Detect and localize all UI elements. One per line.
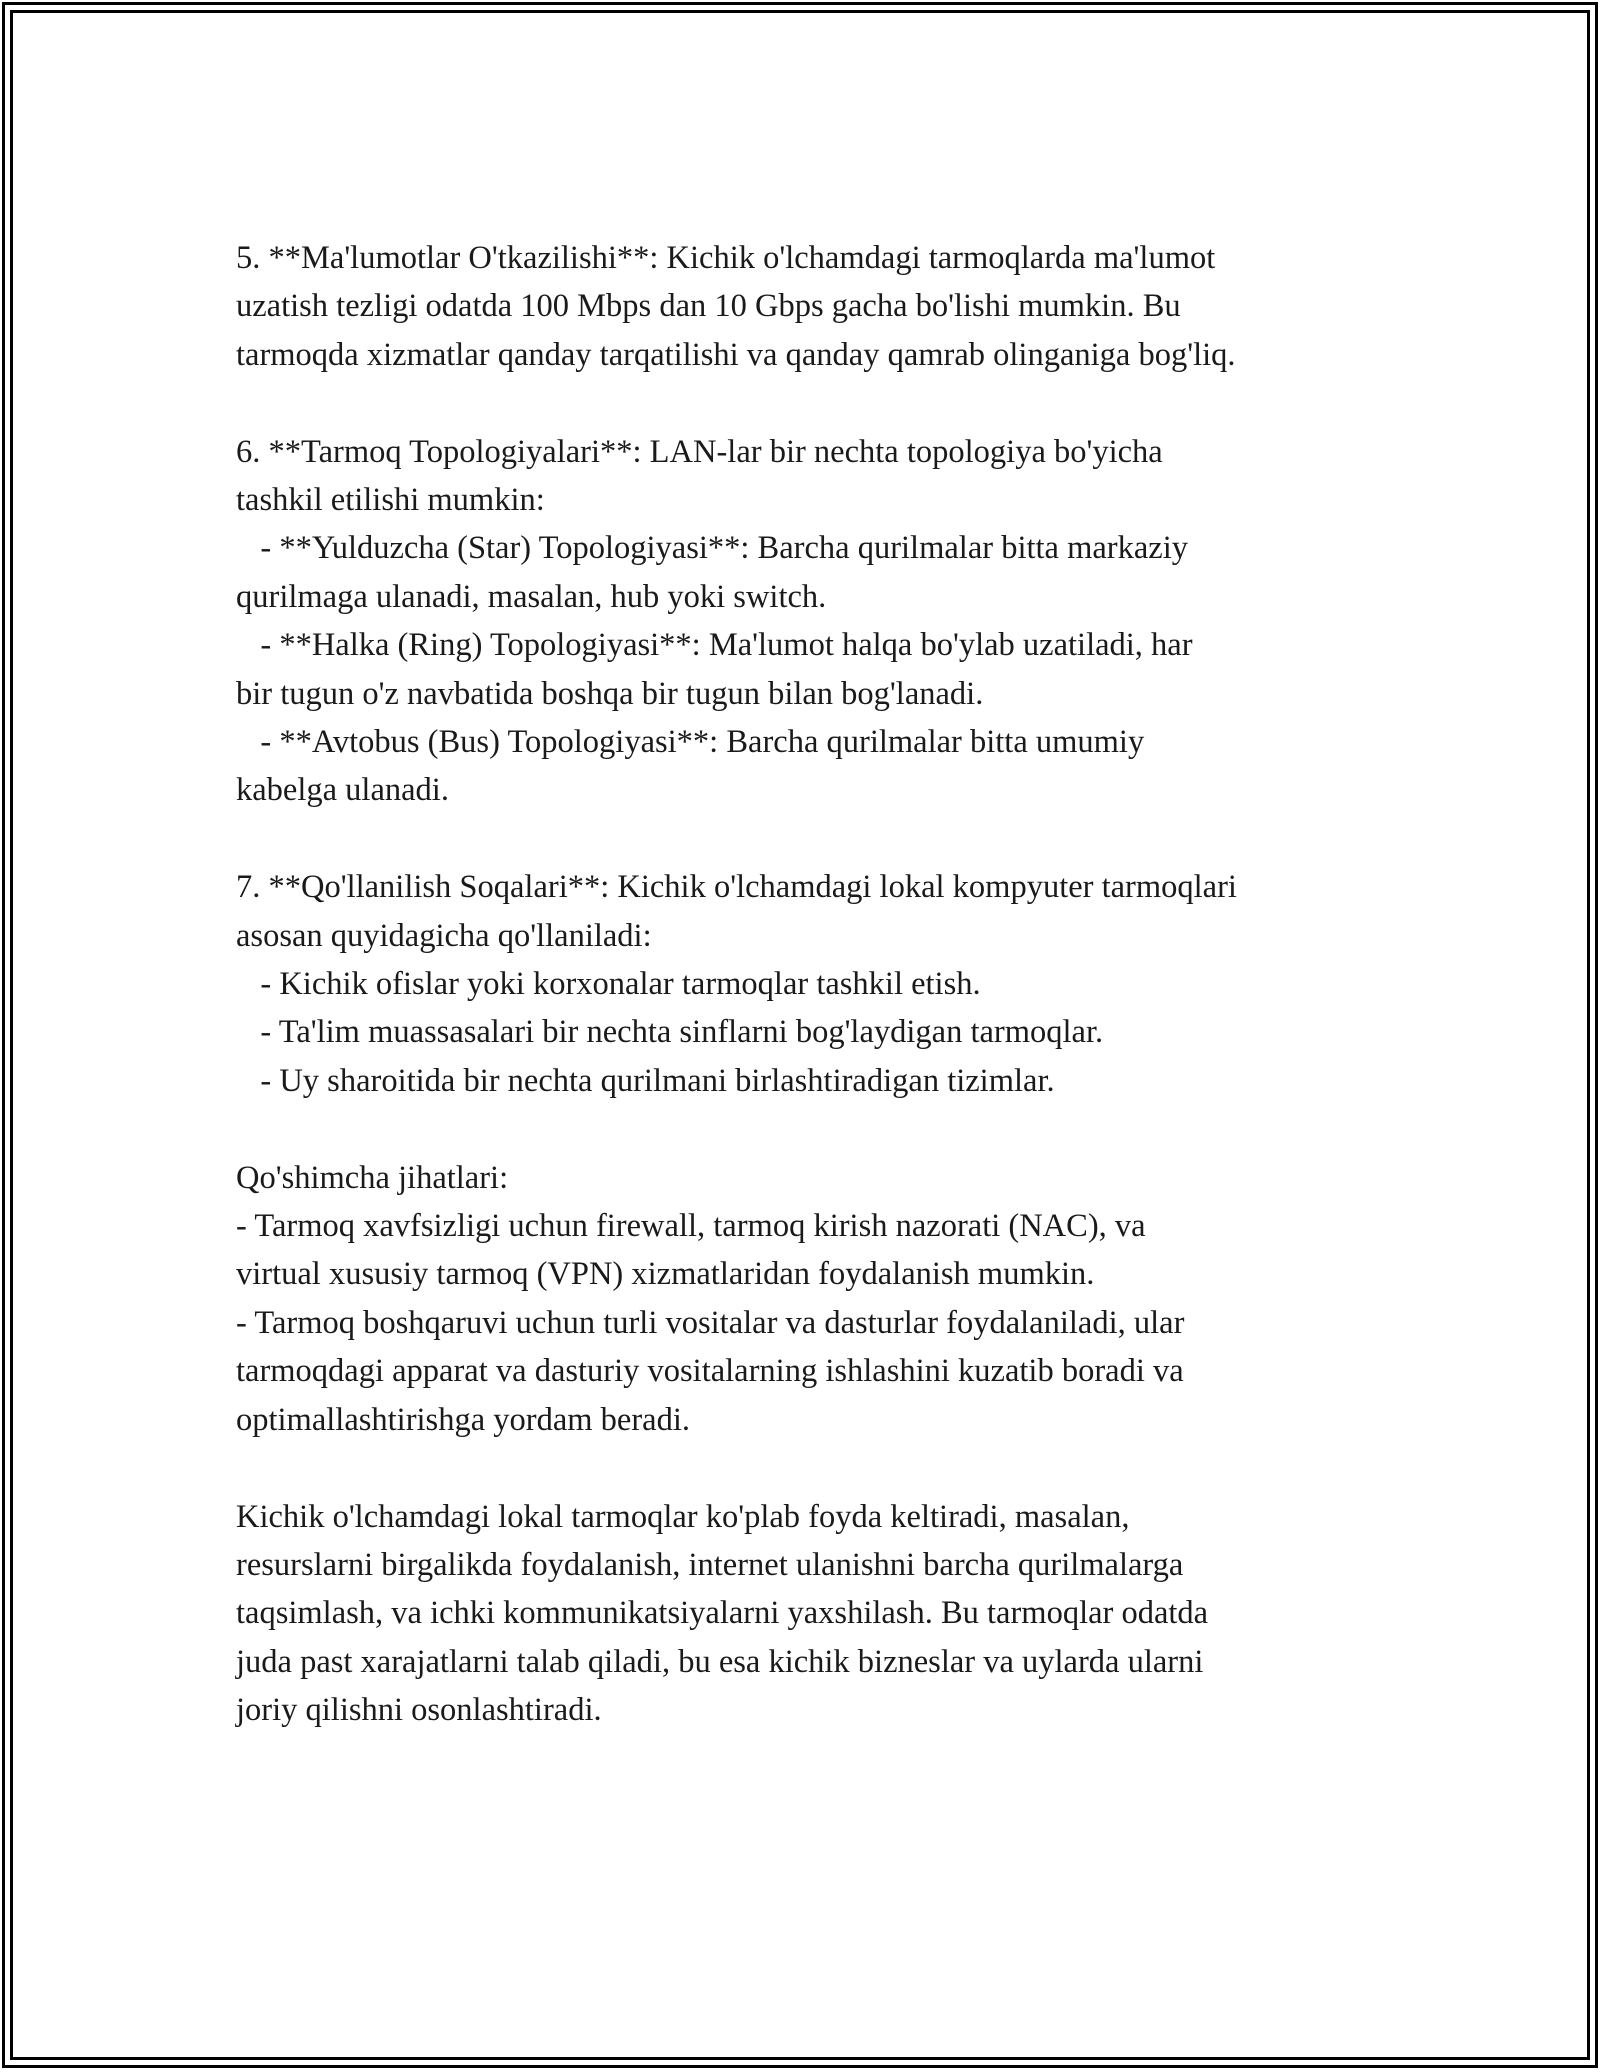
paragraph-conclusion: Kichik o'lchamdagi lokal tarmoqlar ko'plab foyda keltiradi, masalan, resurslarni birgalikda foydalanish, internet ulanishni barcha qurilmalarga taqsimlash, va ichki kommunikatsiyalarni yaxshilash. Bu tarmoqlar odatda juda past xarajatlarni talab qiladi, bu esa kichik bizneslar va uylarda ularni joriy qilishni osonlashtiradi. xyxy=(236,1498,1209,1729)
paragraph-application-areas: 7. **Qo'llanilish Soqalari**: Kichik o'lchamdagi lokal kompyuter tarmoqlari asosan quyidagicha qo'llaniladi: - Kichik ofislar yoki korxonalar tarmoqlar tashkil etish. - Ta'lim muassasalari bir nechta sinflarni bog'laydigan tarmoqlar. - Uy sharoitida bir nechta qurilmani birlashtiradigan tizimlar. xyxy=(236,869,1237,1099)
paragraph-additional-aspects: Qo'shimcha jihatlari: - Tarmoq xavfsizligi uchun firewall, tarmoq kirish nazorati (NAC), va virtual xususiy tarmoq (VPN) xizmatlaridan foydalanish mumkin. - Tarmoq boshqaruvi uchun turli vositalar va dasturlar foydalaniladi, ular tarmoqdagi apparat va dasturiy vositalarning ishlashini kuzatib boradi va optimallashtirishga yordam beradi. xyxy=(236,1159,1185,1438)
paragraph-network-topologies: 6. **Tarmoq Topologiyalari**: LAN-lar bir nechta topologiya bo'yicha tashkil etilishi mumkin: - **Yulduzcha (Star) Topologiyasi**: Barcha qurilmalar bitta markaziy qurilmaga ulanadi, masalan, hub yoki switch. - **Halka (Ring) Topologiyasi**: Ma'lumot halqa bo'ylab uzatiladi, har bir tugun o'z navbatida boshqa bir tugun bilan bog'lanadi. - **Avtobus (Bus) Topologiyasi**: Barcha qurilmalar bitta umumiy kabelga ulanadi. xyxy=(236,433,1193,809)
document-body xyxy=(236,234,1416,1735)
paragraph-data-transfer: 5. **Ma'lumotlar O'tkazilishi**: Kichik o'lchamdagi tarmoqlarda ma'lumot uzatish tezligi odatda 100 Mbps dan 10 Gbps gacha bo'lishi mumkin. Bu tarmoqda xizmatlar qanday tarqatilishi va qanday qamrab olinganiga bog'liq. xyxy=(236,240,1236,373)
